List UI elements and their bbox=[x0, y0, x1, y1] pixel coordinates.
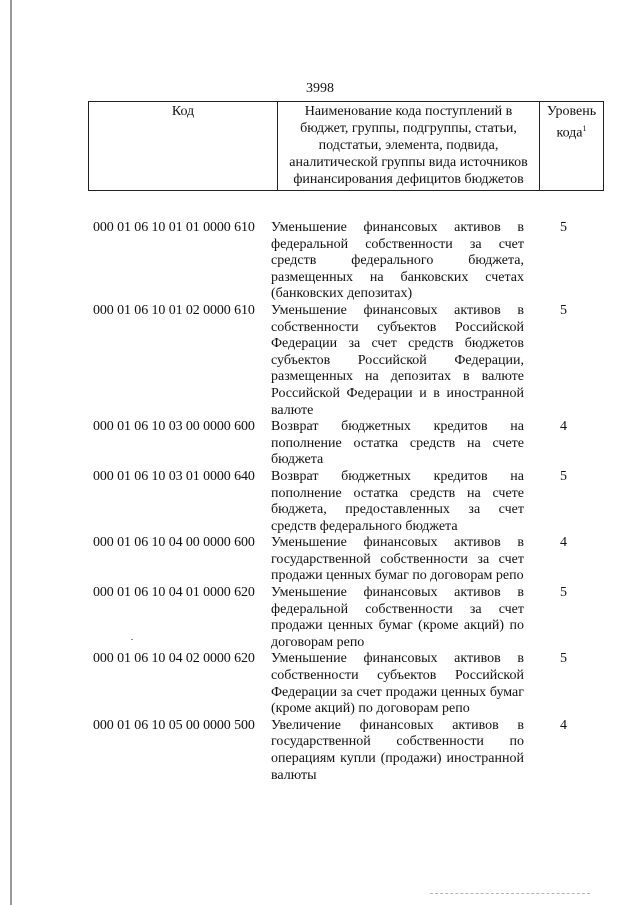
row-description: Уменьшение финансовых активов в федеральной собственности за счет продажи ценных бумаг (кроме акций) по договорам репо bbox=[271, 585, 524, 650]
row-description: Уменьшение финансовых активов в государственной собственности за счет продажи ценных бумаг по договорам репо bbox=[271, 535, 524, 584]
table-row bbox=[93, 469, 613, 535]
table-body bbox=[93, 220, 613, 784]
table-row bbox=[93, 651, 613, 717]
table-row bbox=[93, 303, 613, 419]
level-footnote-mark: 1 bbox=[582, 124, 587, 133]
column-header-level-text: Уровень кода bbox=[546, 104, 597, 141]
row-code: 000 01 06 10 01 01 0000 610 bbox=[93, 220, 255, 235]
table-row bbox=[93, 220, 613, 303]
row-description: Уменьшение финансовых активов в собственности субъектов Российской Федерации за счет продажи ценных бумаг (кроме акций) по договорам репо bbox=[271, 651, 524, 717]
table-row bbox=[93, 419, 613, 469]
scan-left-edge bbox=[10, 0, 12, 905]
row-code: 000 01 06 10 03 01 0000 640 bbox=[93, 468, 255, 484]
page-number: 3998 bbox=[306, 81, 334, 96]
table-row bbox=[93, 718, 613, 784]
column-header-level bbox=[540, 102, 604, 191]
row-description: Возврат бюджетных кредитов на пополнение остатка средств на счете бюджета, предоставленных за счет средств федерального бюджета bbox=[271, 468, 524, 534]
row-code: 000 01 06 10 04 01 0000 620 bbox=[93, 585, 255, 601]
row-level: 5 bbox=[560, 220, 567, 235]
table-row bbox=[93, 535, 613, 585]
row-description: Возврат бюджетных кредитов на пополнение остатка средств на счете бюджета bbox=[271, 419, 524, 468]
row-code: 000 01 06 10 04 00 0000 600 bbox=[93, 535, 255, 551]
row-level: 5 bbox=[560, 651, 567, 667]
row-description: Уменьшение финансовых активов в федеральной собственности за счет средств федерального бюджета, размещенных на банковских счетах (банковских депозитах) bbox=[271, 220, 524, 302]
row-level: 5 bbox=[560, 468, 567, 484]
row-code: 000 01 06 10 01 02 0000 610 bbox=[93, 302, 255, 318]
row-level: 5 bbox=[560, 302, 567, 318]
row-level: 4 bbox=[560, 419, 567, 435]
row-level: 5 bbox=[560, 585, 567, 601]
column-header-code: Код bbox=[89, 102, 278, 191]
row-description: Увеличение финансовых активов в государственной собственности по операциям купли (продажи) иностранной валюты bbox=[271, 717, 524, 783]
table-row bbox=[93, 585, 613, 651]
row-code: 000 01 06 10 05 00 0000 500 bbox=[93, 717, 255, 733]
table-header bbox=[88, 101, 604, 191]
row-code: 000 01 06 10 03 00 0000 600 bbox=[93, 419, 255, 435]
row-level: 4 bbox=[560, 535, 567, 551]
row-description: Уменьшение финансовых активов в собственности субъектов Российской Федерации за счет средств бюджетов субъектов Российской Федерации, размещенных на депозитах в валюте Российской Федерации и в иностранной валюте bbox=[271, 302, 524, 418]
scan-bottom-edge bbox=[430, 893, 590, 894]
scan-speck bbox=[131, 639, 133, 640]
row-level: 4 bbox=[560, 717, 567, 733]
column-header-name: Наименование кода поступлений в бюджет, группы, подгруппы, статьи, подстатьи, элемента, подвида, аналитической группы вида источников финансирования дефицитов бюджетов bbox=[278, 102, 540, 191]
row-code: 000 01 06 10 04 02 0000 620 bbox=[93, 651, 255, 667]
